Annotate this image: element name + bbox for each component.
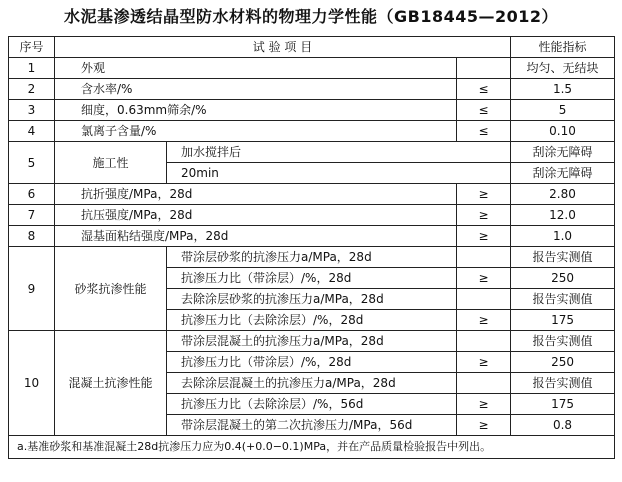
row-no: 10 xyxy=(9,331,55,436)
row-item: 湿基面粘结强度/MPa，28d xyxy=(55,226,457,247)
row-no: 9 xyxy=(9,247,55,331)
table-row xyxy=(9,79,615,100)
header-no: 序号 xyxy=(9,37,55,58)
row-operator: ≥ xyxy=(457,394,511,415)
row-item: 氯离子含量/% xyxy=(55,121,457,142)
row-operator: ≥ xyxy=(457,415,511,436)
header-item: 试 验 项 目 xyxy=(55,37,511,58)
row-no: 5 xyxy=(9,142,55,184)
row-no: 2 xyxy=(9,79,55,100)
row-operator xyxy=(457,247,511,268)
row-no: 1 xyxy=(9,58,55,79)
table-row xyxy=(9,58,615,79)
sub-item: 去除涂层砂浆的抗渗压力a/MPa，28d xyxy=(167,289,457,310)
row-operator: ≥ xyxy=(457,352,511,373)
row-operator: ≥ xyxy=(457,268,511,289)
row-operator xyxy=(457,58,511,79)
row-operator xyxy=(457,373,511,394)
header-spec: 性能指标 xyxy=(511,37,615,58)
row-value: 均匀、无结块 xyxy=(511,58,615,79)
sub-item: 抗渗压力比（去除涂层）/%，56d xyxy=(167,394,457,415)
row-value: 1.0 xyxy=(511,226,615,247)
row-value: 刮涂无障碍 xyxy=(511,142,615,163)
row-operator: ≥ xyxy=(457,205,511,226)
table-row xyxy=(9,331,615,352)
table-row xyxy=(9,226,615,247)
table-row xyxy=(9,142,615,163)
sub-item: 抗渗压力比（带涂层）/%，28d xyxy=(167,268,457,289)
sub-item: 加水搅拌后 xyxy=(167,142,511,163)
sub-item: 抗渗压力比（去除涂层）/%，28d xyxy=(167,310,457,331)
sub-item: 带涂层砂浆的抗渗压力a/MPa，28d xyxy=(167,247,457,268)
row-value: 报告实测值 xyxy=(511,289,615,310)
row-item: 外观 xyxy=(55,58,457,79)
sub-item: 去除涂层混凝土的抗渗压力a/MPa，28d xyxy=(167,373,457,394)
row-group-label: 混凝土抗渗性能 xyxy=(55,331,167,436)
row-operator: ≤ xyxy=(457,121,511,142)
row-item: 抗折强度/MPa，28d xyxy=(55,184,457,205)
row-value: 报告实测值 xyxy=(511,373,615,394)
row-group-label: 砂浆抗渗性能 xyxy=(55,247,167,331)
row-value: 1.5 xyxy=(511,79,615,100)
table-row xyxy=(9,100,615,121)
table-note-row xyxy=(9,436,615,459)
sub-item: 20min xyxy=(167,163,511,184)
row-operator: ≤ xyxy=(457,79,511,100)
row-operator xyxy=(457,289,511,310)
row-no: 8 xyxy=(9,226,55,247)
row-operator: ≥ xyxy=(457,226,511,247)
row-value: 2.80 xyxy=(511,184,615,205)
row-operator: ≥ xyxy=(457,184,511,205)
table-row xyxy=(9,121,615,142)
row-item: 抗压强度/MPa，28d xyxy=(55,205,457,226)
properties-table xyxy=(8,36,615,459)
row-value: 250 xyxy=(511,352,615,373)
table-footnote: a.基准砂浆和基准混凝土28d抗渗压力应为0.4(+0.0−0.1)MPa，并在产品质量检验报告中列出。 xyxy=(9,436,615,459)
sub-item: 抗渗压力比（带涂层）/%，28d xyxy=(167,352,457,373)
row-value: 5 xyxy=(511,100,615,121)
row-operator: ≥ xyxy=(457,310,511,331)
row-group-label: 施工性 xyxy=(55,142,167,184)
row-value: 250 xyxy=(511,268,615,289)
row-item: 细度，0.63mm筛余/% xyxy=(55,100,457,121)
row-operator: ≤ xyxy=(457,100,511,121)
table-row xyxy=(9,205,615,226)
row-value: 0.8 xyxy=(511,415,615,436)
page-title: 水泥基渗透结晶型防水材料的物理力学性能（GB18445—2012） xyxy=(63,7,559,26)
table-row xyxy=(9,184,615,205)
row-value: 175 xyxy=(511,394,615,415)
row-value: 12.0 xyxy=(511,205,615,226)
row-no: 6 xyxy=(9,184,55,205)
table-header-row xyxy=(9,37,615,58)
row-no: 4 xyxy=(9,121,55,142)
row-value: 报告实测值 xyxy=(511,331,615,352)
row-item: 含水率/% xyxy=(55,79,457,100)
sub-item: 带涂层混凝土的第二次抗渗压力/MPa，56d xyxy=(167,415,457,436)
row-no: 3 xyxy=(9,100,55,121)
row-value: 175 xyxy=(511,310,615,331)
sub-item: 带涂层混凝土的抗渗压力a/MPa，28d xyxy=(167,331,457,352)
table-row xyxy=(9,247,615,268)
row-value: 0.10 xyxy=(511,121,615,142)
row-value: 报告实测值 xyxy=(511,247,615,268)
row-value: 刮涂无障碍 xyxy=(511,163,615,184)
row-operator xyxy=(457,331,511,352)
row-no: 7 xyxy=(9,205,55,226)
